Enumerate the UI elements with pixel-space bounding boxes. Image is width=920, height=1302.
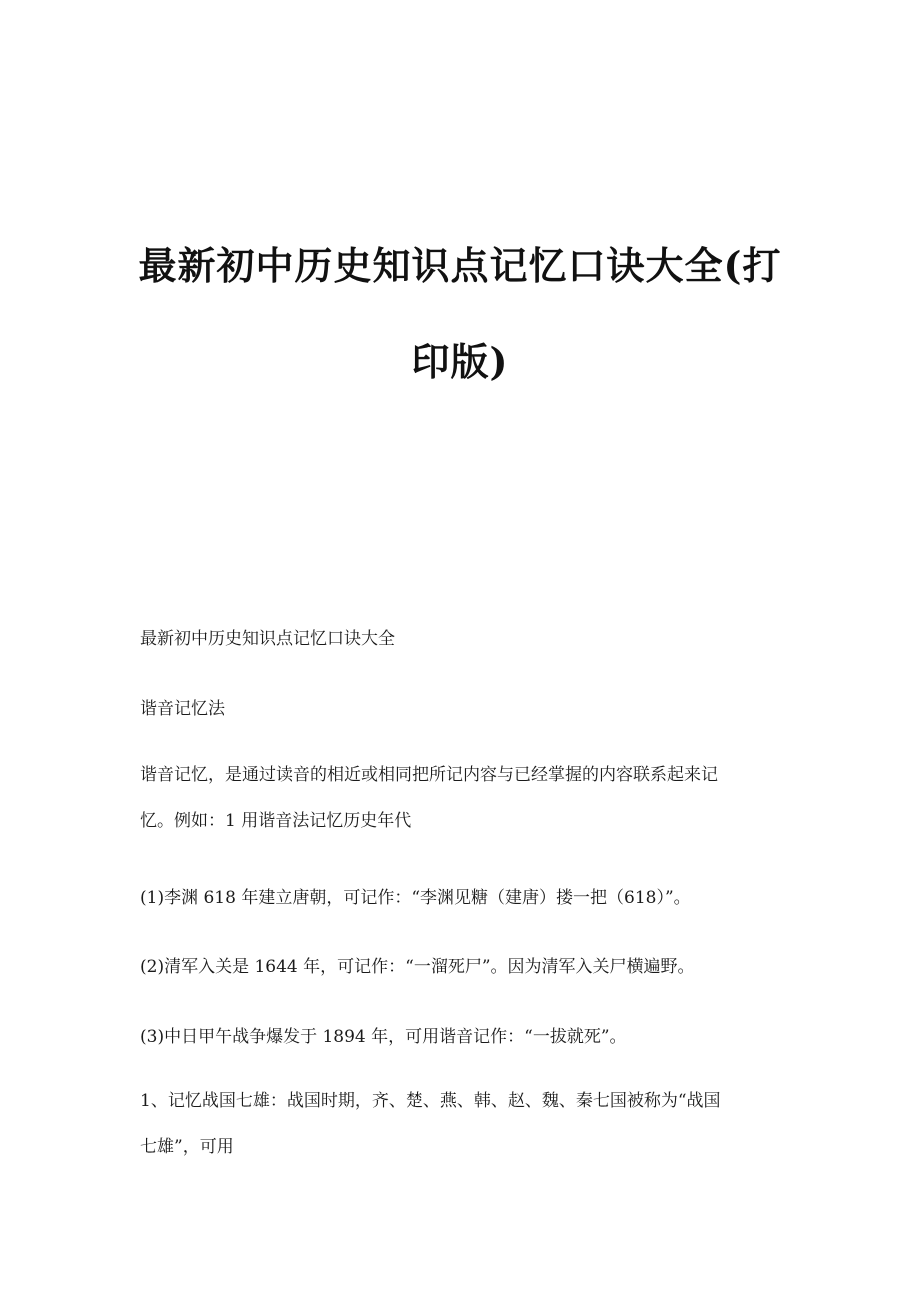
- intro-line-1: 谐音记忆，是通过读音的相近或相同把所记内容与已经掌握的内容联系起来记: [140, 765, 718, 785]
- title-line-2: 印版): [411, 339, 509, 384]
- intro-line-2: 忆。例如：1 用谐音法记忆历史年代: [140, 811, 412, 831]
- title-line-1: 最新初中历史知识点记忆口诀大全(打: [138, 243, 782, 288]
- example-3: (3)中日甲午战争爆发于 1894 年，可用谐音记作：“一拔就死”。: [140, 1027, 627, 1047]
- section-heading: 谐音记忆法: [140, 699, 225, 719]
- example-2: (2)清军入关是 1644 年，可记作：“一溜死尸”。因为清军入关尸横遍野。: [140, 957, 695, 977]
- document-title: [120, 218, 800, 410]
- intro-paragraph: [140, 752, 785, 844]
- item-1-paragraph: [140, 1078, 785, 1170]
- item-1-line-2: 七雄”，可用: [140, 1137, 234, 1157]
- item-1-line-1: 1、记忆战国七雄：战国时期，齐、楚、燕、韩、赵、魏、秦七国被称为“战国: [140, 1091, 721, 1111]
- subtitle: 最新初中历史知识点记忆口诀大全: [140, 629, 395, 649]
- example-1: (1)李渊 618 年建立唐朝，可记作：“李渊见糖（建唐）搂一把（618）”。: [140, 888, 691, 908]
